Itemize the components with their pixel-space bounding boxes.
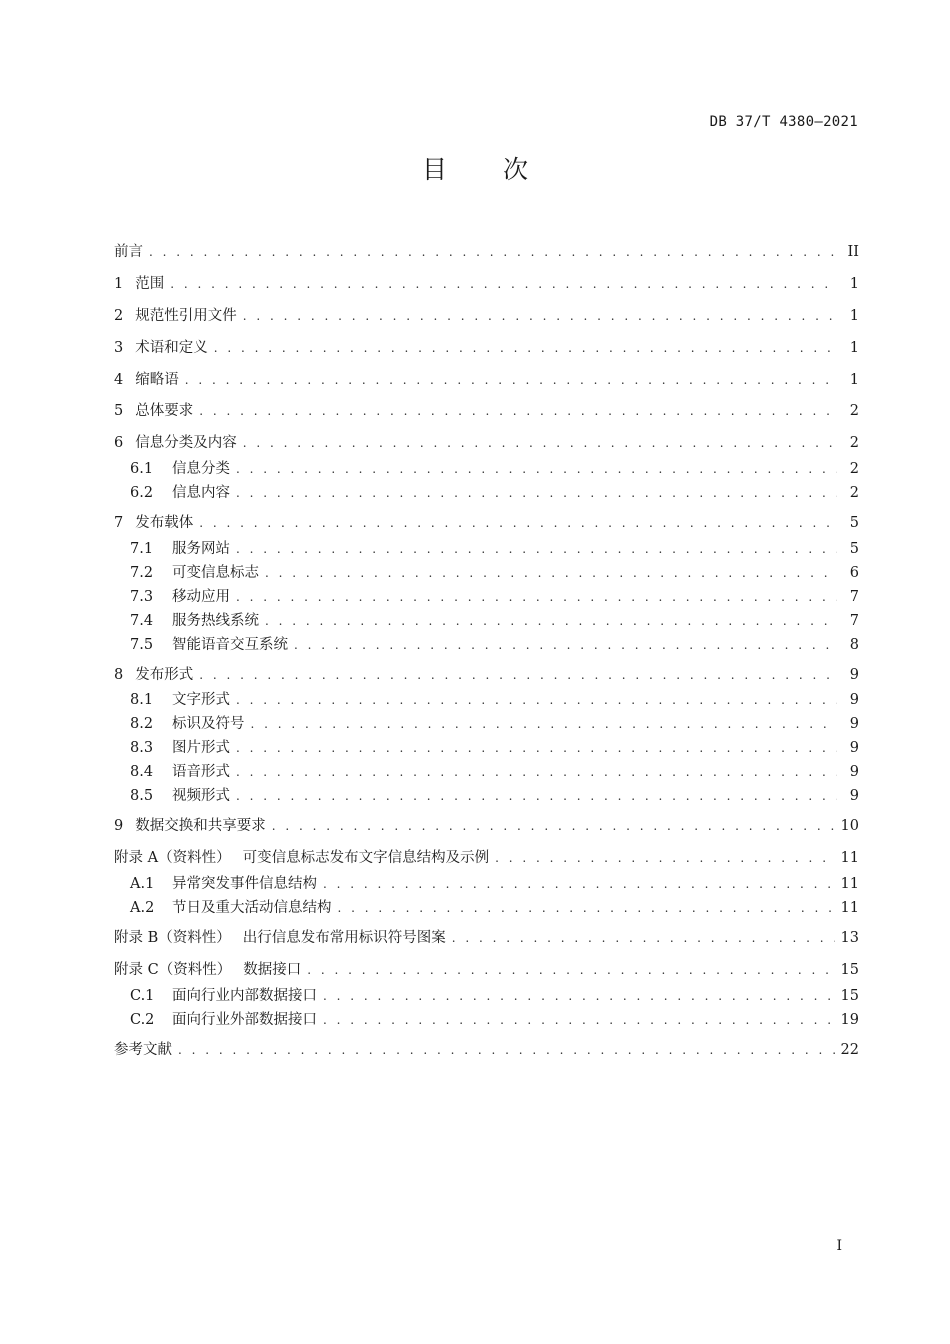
toc-entry-page: 11 — [840, 876, 859, 892]
toc-entry-page: 5 — [849, 515, 859, 531]
toc-entry-label: 术语和定义 — [135, 340, 208, 356]
toc-dot-leader — [236, 738, 837, 758]
toc-dot-leader — [323, 874, 835, 894]
toc-entry-number: 附录 C（资料性） — [114, 962, 232, 978]
toc-entry-number: C.1 — [130, 988, 155, 1004]
toc-entry-label: 标识及符号 — [172, 716, 245, 732]
toc-entry-label: 发布形式 — [135, 667, 194, 683]
toc-entry-number: 8.4 — [130, 764, 154, 780]
toc-title — [0, 150, 950, 186]
toc-entry-number: A.1 — [130, 876, 155, 892]
toc-entry-label: 节日及重大活动信息结构 — [172, 900, 332, 916]
toc-entry-page: 11 — [840, 850, 859, 866]
toc-entry[interactable] — [130, 587, 859, 607]
toc-dot-leader — [495, 848, 834, 868]
toc-entry-page: 2 — [849, 403, 859, 419]
toc-entry-label: 语音形式 — [172, 764, 230, 780]
toc-entry-label: 可变信息标志发布文字信息结构及示例 — [242, 850, 490, 866]
toc-entry-label: 服务网站 — [172, 541, 230, 557]
toc-entry[interactable] — [130, 762, 859, 782]
toc-entry-page: 9 — [849, 788, 859, 804]
toc-dot-leader — [199, 513, 837, 533]
toc-entry-label: 出行信息发布常用标识符号图案 — [242, 930, 446, 946]
toc-entry-page: II — [847, 244, 859, 260]
toc-dot-leader — [236, 587, 837, 607]
toc-entry[interactable] — [130, 539, 859, 559]
toc-entry-number: 9 — [114, 818, 124, 834]
toc-entry-number: 5 — [114, 403, 124, 419]
toc-entry-page: 22 — [840, 1042, 859, 1058]
toc-entry-number: 7.3 — [130, 589, 154, 605]
toc-entry-number: 8.2 — [130, 716, 154, 732]
page-number: I — [836, 1238, 842, 1254]
toc-entry[interactable] — [114, 1040, 859, 1060]
toc-dot-leader — [294, 635, 837, 655]
toc-dot-leader — [265, 563, 837, 583]
toc-entry-number: 7.1 — [130, 541, 154, 557]
toc-entry-label: 智能语音交互系统 — [172, 637, 288, 653]
document-code: DB 37/T 4380—2021 — [709, 114, 858, 130]
toc-entry-page: 1 — [849, 372, 859, 388]
toc-entry[interactable] — [114, 816, 859, 836]
toc-entry[interactable] — [114, 928, 859, 948]
toc-entry-number: C.2 — [130, 1012, 155, 1028]
toc-entry-number: 7.2 — [130, 565, 154, 581]
toc-entry-number: 8 — [114, 667, 124, 683]
toc-dot-leader — [323, 1010, 835, 1030]
toc-dot-leader — [323, 986, 835, 1006]
toc-entry-label: 移动应用 — [172, 589, 230, 605]
toc-dot-leader — [178, 1040, 835, 1060]
toc-entry-page: 9 — [849, 716, 859, 732]
toc-dot-leader — [236, 690, 837, 710]
toc-entry[interactable] — [130, 483, 859, 503]
toc-dot-leader — [272, 816, 835, 836]
toc-dot-leader — [185, 370, 837, 390]
toc-entry-label: 缩略语 — [135, 372, 179, 388]
toc-entry-label: 面向行业内部数据接口 — [172, 988, 317, 1004]
toc-entry-page: 2 — [849, 435, 859, 451]
toc-entry[interactable] — [114, 848, 859, 868]
toc-entry[interactable] — [130, 1010, 859, 1030]
toc-entry-number: 2 — [114, 308, 124, 324]
toc-entry-page: 6 — [849, 565, 859, 581]
toc-dot-leader — [170, 274, 837, 294]
toc-entry[interactable] — [130, 459, 859, 479]
toc-entry-page: 2 — [849, 485, 859, 501]
toc-dot-leader — [236, 762, 837, 782]
toc-entry-page: 1 — [849, 340, 859, 356]
toc-entry-label: 前言 — [114, 244, 143, 260]
toc-entry[interactable] — [130, 635, 859, 655]
toc-entry-label: 异常突发事件信息结构 — [172, 876, 317, 892]
toc-dot-leader — [149, 242, 837, 262]
toc-entry-number: A.2 — [130, 900, 155, 916]
toc-entry[interactable] — [114, 960, 859, 980]
toc-entry[interactable] — [114, 665, 859, 685]
toc-entry[interactable] — [130, 786, 859, 806]
toc-entry[interactable] — [130, 738, 859, 758]
toc-entry[interactable] — [114, 306, 859, 326]
toc-entry-label: 图片形式 — [172, 740, 230, 756]
toc-title-char-1: 目 — [422, 155, 448, 184]
toc-entry-label: 服务热线系统 — [172, 613, 259, 629]
toc-entry-page: 9 — [849, 692, 859, 708]
toc-dot-leader — [243, 433, 837, 453]
toc-entry[interactable] — [130, 690, 859, 710]
toc-entry-number: 4 — [114, 372, 124, 388]
toc-entry-number: 附录 A（资料性） — [114, 850, 231, 866]
toc-dot-leader — [236, 459, 837, 479]
toc-entry[interactable] — [114, 242, 859, 262]
toc-entry-page: 19 — [840, 1012, 859, 1028]
toc-entry-number: 7.4 — [130, 613, 154, 629]
toc-entry[interactable] — [114, 433, 859, 453]
toc-entry-label: 视频形式 — [172, 788, 230, 804]
toc-entry-page: 10 — [840, 818, 859, 834]
toc-entry-page: 8 — [849, 637, 859, 653]
toc-entry[interactable] — [114, 338, 859, 358]
toc-entry[interactable] — [130, 986, 859, 1006]
toc-entry-label: 数据接口 — [243, 962, 302, 978]
toc-entry-label: 面向行业外部数据接口 — [172, 1012, 317, 1028]
toc-entry[interactable] — [130, 898, 859, 918]
toc-entry-page: 9 — [849, 764, 859, 780]
toc-title-char-2: 次 — [502, 155, 528, 184]
toc-entry-label: 可变信息标志 — [172, 565, 259, 581]
toc-entry-page: 5 — [849, 541, 859, 557]
toc-dot-leader — [199, 401, 837, 421]
toc-entry[interactable] — [130, 563, 859, 583]
toc-entry-number: 6.1 — [130, 461, 154, 477]
toc-entry-label: 信息分类及内容 — [135, 435, 237, 451]
toc-entry[interactable] — [114, 370, 859, 390]
toc-entry-label: 文字形式 — [172, 692, 230, 708]
toc-entry-number: 3 — [114, 340, 124, 356]
toc-dot-leader — [236, 483, 837, 503]
toc-entry-number: 1 — [114, 276, 124, 292]
toc-entry[interactable] — [130, 874, 859, 894]
toc-dot-leader — [251, 714, 838, 734]
toc-entry[interactable] — [114, 274, 859, 294]
toc-entry-number: 6 — [114, 435, 124, 451]
toc-entry-label: 参考文献 — [114, 1042, 172, 1058]
toc-entry-page: 13 — [840, 930, 859, 946]
toc-entry[interactable] — [130, 611, 859, 631]
toc-entry-page: 15 — [840, 962, 859, 978]
toc-entry-number: 7.5 — [130, 637, 154, 653]
toc-entry-page: 9 — [849, 740, 859, 756]
toc-entry-page: 9 — [849, 667, 859, 683]
toc-entry-page: 2 — [849, 461, 859, 477]
toc-entry-page: 1 — [849, 276, 859, 292]
toc-entry-page: 7 — [849, 613, 859, 629]
toc-dot-leader — [265, 611, 837, 631]
toc-entry-page: 11 — [840, 900, 859, 916]
toc-entry-label: 发布载体 — [135, 515, 194, 531]
toc-dot-leader — [236, 786, 837, 806]
toc-entry-label: 规范性引用文件 — [135, 308, 237, 324]
toc-dot-leader — [338, 898, 835, 918]
toc-entry-label: 数据交换和共享要求 — [135, 818, 266, 834]
toc-entry-label: 信息内容 — [172, 485, 230, 501]
toc-entry-number: 8.5 — [130, 788, 154, 804]
toc-entry[interactable] — [114, 401, 859, 421]
toc-entry-page: 1 — [849, 308, 859, 324]
toc-dot-leader — [214, 338, 837, 358]
toc-entry-number: 8.1 — [130, 692, 154, 708]
toc-dot-leader — [243, 306, 837, 326]
toc-entry[interactable] — [114, 513, 859, 533]
toc-entry-number: 7 — [114, 515, 124, 531]
toc-entry[interactable] — [130, 714, 859, 734]
toc-dot-leader — [307, 960, 834, 980]
toc-entry-number: 附录 B（资料性） — [114, 930, 231, 946]
toc-entry-label: 信息分类 — [172, 461, 230, 477]
toc-entry-page: 15 — [840, 988, 859, 1004]
toc-dot-leader — [199, 665, 837, 685]
toc-dot-leader — [236, 539, 837, 559]
toc-entry-page: 7 — [849, 589, 859, 605]
toc-dot-leader — [452, 928, 835, 948]
toc-entry-label: 总体要求 — [135, 403, 194, 419]
toc-entry-label: 范围 — [135, 276, 165, 292]
toc-entry-number: 6.2 — [130, 485, 154, 501]
toc-entry-number: 8.3 — [130, 740, 154, 756]
